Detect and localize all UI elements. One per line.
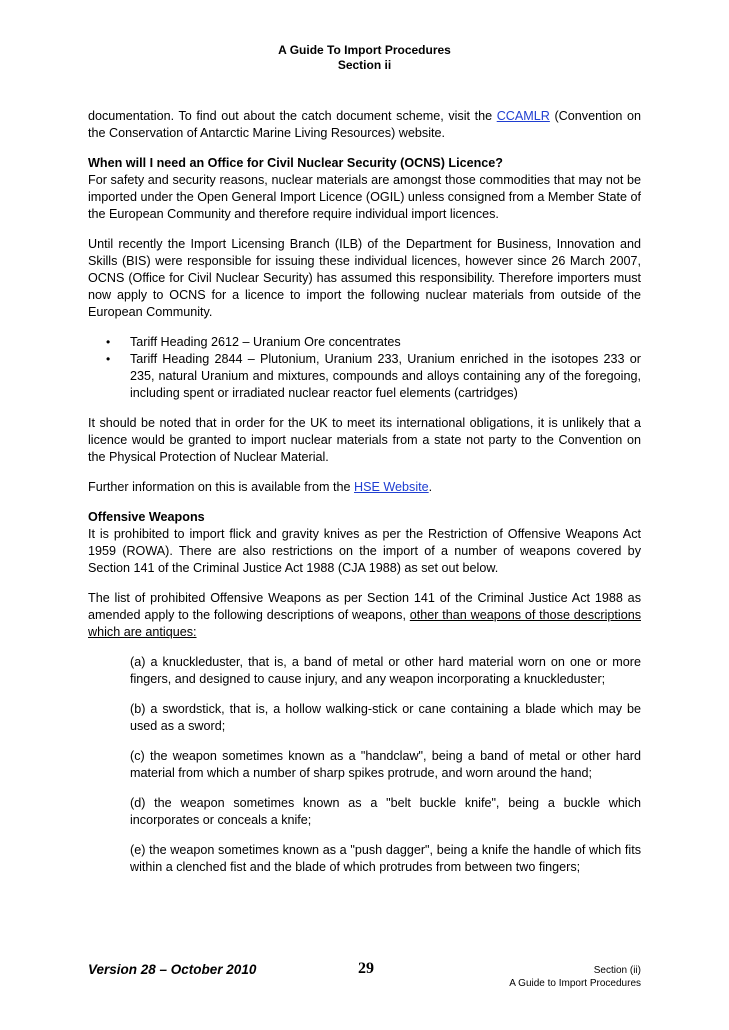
weapon-item-e: (e) the weapon sometimes known as a "push dagger", being a knife the handle of which fits within a clenched fist and the blade of which protrudes from between two fingers; (130, 843, 641, 874)
ocns-paragraph-4 (88, 479, 641, 496)
ocns-paragraph-1: For safety and security reasons, nuclear materials are amongst those commodities that may not be imported under the Open General Import Licence (OGIL) unless consigned from a Member State of the European Community and therefore require individual import licences. (88, 173, 641, 221)
weapon-item-c: (c) the weapon sometimes known as a "handclaw", being a band of metal or other hard material from which a number of sharp spikes protrude, and worn around the hand; (130, 749, 641, 780)
weapons-heading: Offensive Weapons (88, 510, 205, 524)
bullet-text: Tariff Heading 2844 – Plutonium, Uranium 233, Uranium enriched in the isotopes 233 or 235, natural Uranium and mixtures, compounds and alloys containing any of the foregoing, including spent or irradiated nuclear reactor fuel elements (cartridges) (130, 352, 641, 400)
antiques-underlined-text: other than weapons of those descriptions which are antiques: (88, 608, 641, 639)
catch-text-after: (Convention on the Conservation of Antarctic Marine Living Resources) website. (88, 109, 641, 140)
hse-text-before: Further information on this is available from the (88, 480, 354, 494)
ocns-heading: When will I need an Office for Civil Nuclear Security (OCNS) Licence? (88, 156, 503, 170)
hse-text-after: . (428, 480, 433, 494)
tariff-bullet-list (88, 334, 641, 402)
page-number: 29 (358, 960, 374, 977)
bullet-text: Tariff Heading 2612 – Uranium Ore concentrates (130, 335, 401, 349)
catch-document-paragraph (88, 108, 641, 142)
hse-website-link[interactable]: HSE Website (354, 480, 429, 494)
footer-guide-info (509, 964, 641, 990)
bullet-icon: • (106, 352, 111, 366)
page-header (88, 43, 641, 73)
page-footer (88, 960, 641, 1000)
weapons-p2-text: The list of prohibited Offensive Weapons as per Section 141 of the Criminal Justice Act 1988 as amended apply to the following descriptions of weapons, (88, 591, 641, 622)
weapon-item-b: (b) a swordstick, that is, a hollow walking-stick or cane containing a blade which may be used as a sword; (130, 702, 641, 733)
ocns-paragraph-3: It should be noted that in order for the UK to meet its international obligations, it is unlikely that a licence would be granted to import nuclear materials from a state not party to the Convention on the Physical Protection of Nuclear Material. (88, 416, 641, 464)
header-section: Section ii (337, 58, 392, 72)
weapon-item-d: (d) the weapon sometimes known as a "belt buckle knife", being a buckle which incorporates or conceals a knife; (130, 796, 641, 827)
catch-text-before: documentation. To find out about the catch document scheme, visit the (88, 109, 497, 123)
page-content (88, 108, 641, 889)
ccamlr-link[interactable]: CCAMLR (496, 109, 550, 123)
ocns-section (88, 155, 641, 223)
weapon-item-a: (a) a knuckleduster, that is, a band of metal or other hard material worn on one or more fingers, and designed to cause injury, and any weapon incorporating a knuckleduster; (130, 655, 641, 686)
bullet-icon: • (106, 335, 111, 349)
document-page (88, 0, 641, 1030)
footer-section: Section (ii) (593, 965, 641, 976)
weapons-paragraph-1: It is prohibited to import flick and gravity knives as per the Restriction of Offensive Weapons Act 1959 (ROWA). There are also restrictions on the import of a number of weapons covered by Section 141 of the Criminal Justice Act 1988 (CJA 1988) as set out below. (88, 527, 641, 575)
weapons-section (88, 509, 641, 577)
list-item (106, 351, 641, 402)
list-item (106, 334, 641, 351)
header-title: A Guide To Import Procedures (278, 43, 451, 57)
footer-version: Version 28 – October 2010 (88, 962, 257, 977)
weapons-paragraph-2 (88, 590, 641, 641)
ocns-paragraph-2: Until recently the Import Licensing Branch (ILB) of the Department for Business, Innovation and Skills (BIS) were responsible for issuing these individual licences, however since 26 March 2007, OCNS (Office for Civil Nuclear Security) has assumed this responsibility. Therefore importers must now apply to OCNS for a licence to import the following nuclear materials from outside of the European Community. (88, 237, 641, 319)
footer-guide-title: A Guide to Import Procedures (509, 978, 641, 989)
